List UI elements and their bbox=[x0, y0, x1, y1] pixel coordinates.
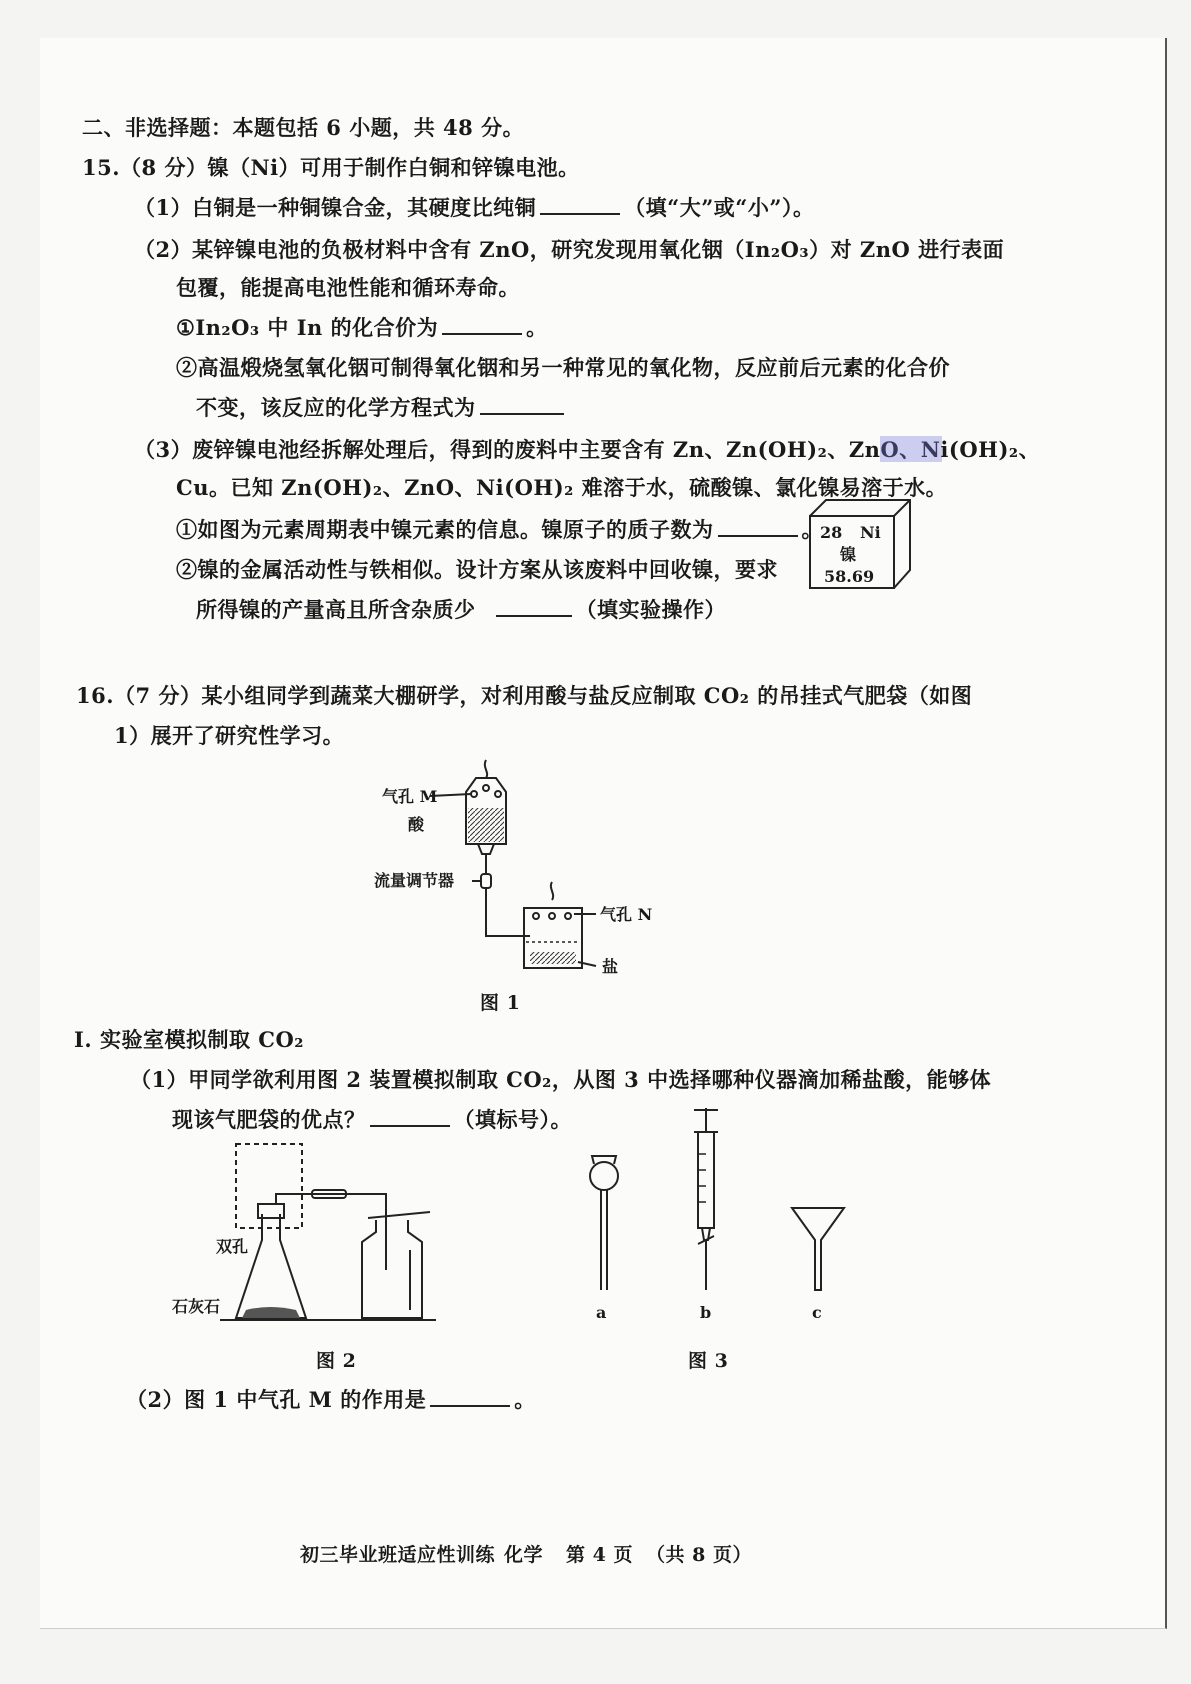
salt-fill bbox=[530, 952, 576, 964]
atomic-mass: 58.69 bbox=[824, 567, 875, 586]
answer-blank[interactable] bbox=[496, 597, 572, 617]
q16-part1-line2-hint: （填标号）。 bbox=[453, 1107, 572, 1132]
periodic-table-cell bbox=[806, 498, 916, 594]
q15-part3-line2: Cu。已知 Zn(OH)₂、ZnO、Ni(OH)₂ 难溶于水，硫酸镍、氯化镍易溶于水。 bbox=[176, 475, 948, 500]
label-c: c bbox=[812, 1303, 822, 1322]
acid-fill bbox=[468, 808, 504, 842]
q15-intro: 15.（8 分）镍（Ni）可用于制作白铜和锌镍电池。 bbox=[82, 155, 580, 180]
gas-bottle bbox=[362, 1220, 422, 1318]
answer-blank[interactable] bbox=[370, 1107, 450, 1127]
funnel bbox=[792, 1208, 844, 1290]
footer-total: （共 8 页） bbox=[646, 1544, 752, 1566]
q15-part1-hint: （填“大”或“小”）。 bbox=[624, 195, 815, 220]
q15-part3-sub2: ②镍的金属活动性与铁相似。设计方案从该废料中回收镍，要求 bbox=[176, 557, 778, 582]
scan-highlight-mark bbox=[880, 436, 942, 462]
label-regulator: 流量调节器 bbox=[374, 871, 455, 890]
q16-intro-line2: 1）展开了研究性学习。 bbox=[114, 723, 345, 748]
thistle-bulb bbox=[590, 1162, 618, 1190]
limestone bbox=[242, 1307, 300, 1318]
answer-blank[interactable] bbox=[442, 315, 522, 335]
q15-part3-sub2-cont bbox=[196, 594, 726, 624]
label-limestone: 石灰石 bbox=[172, 1297, 221, 1316]
label-double-hole: 双孔 bbox=[216, 1237, 249, 1256]
q15-part2-line1: （2）某锌镍电池的负极材料中含有 ZnO，研究发现用氧化铟（In₂O₃）对 ZnO 进行表面 bbox=[134, 237, 1005, 262]
answer-blank[interactable] bbox=[718, 517, 798, 537]
q16-part1-title: I. 实验室模拟制取 CO₂ bbox=[74, 1027, 304, 1052]
q16-part1-line2-text: 现该气肥袋的优点？ bbox=[172, 1107, 366, 1132]
hole bbox=[495, 791, 501, 797]
delivery-tube bbox=[276, 1194, 386, 1270]
q15-part2-sub1: ①In₂O₃ 中 In 的化合价为 。 bbox=[176, 315, 548, 340]
q16-part1-line1: （1）甲同学欲利用图 2 装置模拟制取 CO₂，从图 3 中选择哪种仪器滴加稀盐酸，能够体 bbox=[130, 1067, 992, 1092]
answer-blank[interactable] bbox=[540, 195, 620, 215]
figure-1-caption: 图 1 bbox=[480, 992, 521, 1014]
dashed-box bbox=[236, 1144, 302, 1228]
conical-flask bbox=[236, 1214, 306, 1318]
q15-part3-sub1-text: ①如图为元素周期表中镍元素的信息。镍原子的质子数为 bbox=[176, 517, 714, 542]
flow-regulator bbox=[481, 874, 491, 888]
hole-m bbox=[471, 791, 477, 797]
q15-part2-sub2: ②高温煅烧氢氧化铟可制得氧化铟和另一种常见的氧化物，反应前后元素的化合价 bbox=[176, 355, 950, 380]
label-line bbox=[578, 962, 596, 966]
label-hole-m: 气孔 M bbox=[382, 787, 438, 806]
figure-2-caption: 图 2 bbox=[316, 1350, 357, 1372]
hook bbox=[551, 882, 553, 900]
footer-page: 第 4 页 bbox=[566, 1544, 633, 1566]
label-acid: 酸 bbox=[408, 815, 425, 834]
section-header: 二、非选择题：本题包括 6 小题，共 48 分。 bbox=[82, 115, 525, 140]
q15-part2-sub2-cont bbox=[196, 392, 568, 422]
figure-1-gas-bag bbox=[360, 756, 680, 996]
cell-edge bbox=[894, 500, 910, 516]
q15-part3-sub2-cont-text: 所得镍的产量高且所含杂质少 bbox=[196, 597, 476, 622]
hole bbox=[549, 913, 555, 919]
syringe-barrel bbox=[698, 1132, 714, 1228]
q16-part2-text: （2）图 1 中气孔 M 的作用是 bbox=[126, 1387, 427, 1412]
q15-part3-sub2-hint: （填实验操作） bbox=[575, 597, 726, 622]
figure-3-instruments bbox=[570, 1104, 870, 1330]
label-salt: 盐 bbox=[602, 957, 619, 976]
answer-blank[interactable] bbox=[480, 395, 564, 415]
q15-part3-line1-text: （3）废锌镍电池经拆解处理后，得到的废料中主要含有 Zn、Zn(OH)₂、ZnO、Ni(OH)₂、 bbox=[134, 437, 1041, 462]
footer-subject: 化学 bbox=[504, 1544, 544, 1566]
element-symbol: Ni bbox=[860, 523, 881, 542]
q16-intro-line1: 16.（7 分）某小组同学到蔬菜大棚研学，对利用酸与盐反应制取 CO₂ 的吊挂式气肥袋（如图 bbox=[76, 683, 973, 708]
glass-plate bbox=[368, 1212, 430, 1218]
q15-part2-sub1-text: ①In₂O₃ 中 In 的化合价为 bbox=[176, 315, 439, 340]
figure-2-apparatus bbox=[172, 1140, 460, 1340]
q15-part1-text: （1）白铜是一种铜镍合金，其硬度比纯铜 bbox=[134, 195, 537, 220]
q15-part2-line2: 包覆，能提高电池性能和循环寿命。 bbox=[176, 275, 520, 300]
label-b: b bbox=[700, 1303, 712, 1322]
atomic-number: 28 bbox=[820, 523, 843, 542]
figure-3-caption: 图 3 bbox=[688, 1350, 729, 1372]
q16-part1-line2 bbox=[172, 1104, 572, 1134]
element-name: 镍 bbox=[840, 545, 857, 564]
bag-neck bbox=[478, 844, 494, 854]
q15-part3-sub1: ①如图为元素周期表中镍元素的信息。镍原子的质子数为 。 bbox=[176, 517, 823, 542]
q16-part2: （2）图 1 中气孔 M 的作用是 。 bbox=[126, 1387, 536, 1412]
q15-part2-sub2-cont-text: 不变，该反应的化学方程式为 bbox=[196, 395, 476, 420]
hole bbox=[483, 785, 489, 791]
label-hole-n: 气孔 N bbox=[600, 905, 653, 924]
q15-part1 bbox=[134, 192, 814, 222]
answer-blank[interactable] bbox=[430, 1387, 510, 1407]
hook bbox=[485, 760, 487, 778]
label-a: a bbox=[596, 1303, 607, 1322]
hole bbox=[533, 913, 539, 919]
hole-n bbox=[565, 913, 571, 919]
footer-exam: 初三毕业班适应性训练 bbox=[300, 1544, 496, 1566]
